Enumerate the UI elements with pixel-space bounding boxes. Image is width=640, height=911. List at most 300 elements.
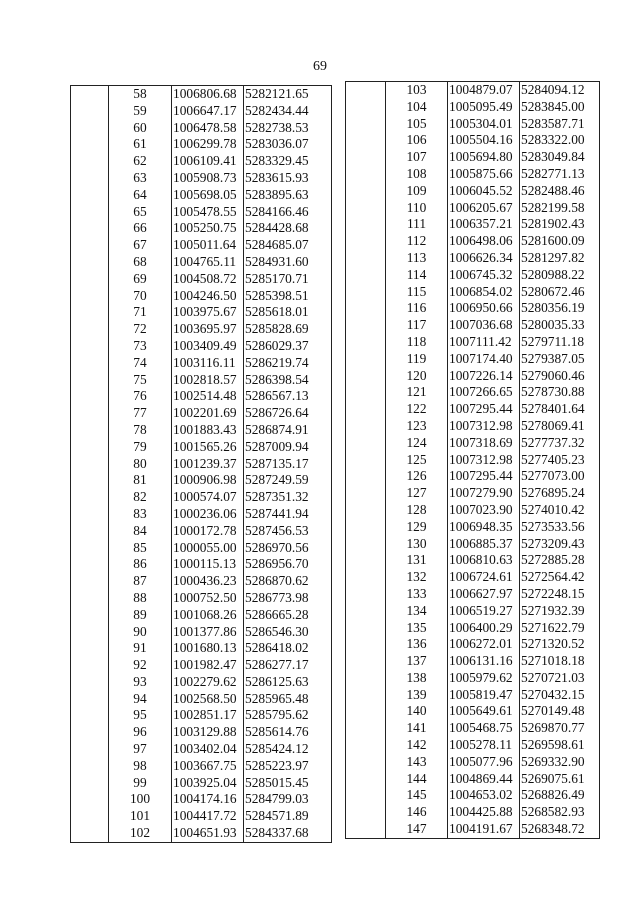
y-coordinate-cell: 5286874.91 (244, 422, 332, 439)
x-coordinate-cell: 1007312.98 (448, 418, 520, 435)
point-number-cell: 100 (129, 791, 151, 807)
y-coordinate-cell: 5272248.15 (520, 586, 600, 603)
table-row (71, 136, 332, 153)
x-coordinate-cell: 1005649.61 (448, 703, 520, 720)
x-coordinate-cell: 1002851.17 (172, 707, 244, 724)
y-coordinate-cell: 5283587.71 (520, 116, 600, 133)
point-number-cell: 121 (406, 384, 427, 400)
point-number-cell: 80 (133, 455, 147, 471)
x-coordinate-cell: 1007318.69 (448, 435, 520, 452)
point-number-cell: 85 (133, 539, 147, 555)
point-number-cell: 74 (133, 354, 147, 370)
point-number-cell: 142 (406, 737, 427, 753)
table-row (346, 233, 600, 250)
x-coordinate-cell: 1004174.16 (172, 791, 244, 808)
blank-cell (71, 506, 109, 523)
blank-cell (346, 552, 386, 569)
blank-cell (346, 737, 386, 754)
blank-cell (71, 825, 109, 842)
y-coordinate-cell: 5286398.54 (244, 372, 332, 389)
x-coordinate-cell: 1000574.07 (172, 489, 244, 506)
blank-cell (71, 120, 109, 137)
table-row (346, 401, 600, 418)
x-coordinate-cell: 1003695.97 (172, 321, 244, 338)
table-row (71, 321, 332, 338)
table-row (71, 573, 332, 590)
point-number-cell: 113 (406, 249, 427, 265)
x-coordinate-cell: 1006131.16 (448, 653, 520, 670)
table-row (346, 216, 600, 233)
blank-cell (346, 300, 386, 317)
blank-cell (346, 368, 386, 385)
table-row (346, 771, 600, 788)
y-coordinate-cell: 5281297.82 (520, 250, 600, 267)
table-row (71, 775, 332, 792)
point-number-cell: 127 (406, 485, 427, 501)
table-row (346, 116, 600, 133)
x-coordinate-cell: 1006272.01 (448, 636, 520, 653)
table-row (71, 388, 332, 405)
x-coordinate-cell: 1004508.72 (172, 271, 244, 288)
point-number-cell: 101 (129, 808, 151, 824)
y-coordinate-cell: 5284685.07 (244, 237, 332, 254)
table-row (346, 183, 600, 200)
x-coordinate-cell: 1005304.01 (448, 116, 520, 133)
y-coordinate-cell: 5286277.17 (244, 657, 332, 674)
blank-cell (71, 573, 109, 590)
point-number-cell: 147 (386, 821, 448, 838)
blank-cell (346, 603, 386, 620)
blank-cell (71, 321, 109, 338)
point-number-cell: 84 (133, 522, 147, 538)
x-coordinate-cell: 1007174.40 (448, 351, 520, 368)
blank-cell (346, 183, 386, 200)
table-row (346, 787, 600, 804)
x-coordinate-cell: 1001377.86 (172, 624, 244, 641)
blank-cell (71, 288, 109, 305)
x-coordinate-cell: 1004651.93 (172, 825, 244, 842)
y-coordinate-cell: 5285424.12 (244, 741, 332, 758)
y-coordinate-cell: 5284337.68 (244, 825, 332, 842)
point-number-cell: 58 (109, 86, 172, 103)
blank-cell (71, 271, 109, 288)
table-row (71, 86, 332, 103)
blank-cell (71, 707, 109, 724)
table-row (346, 452, 600, 469)
blank-cell (71, 388, 109, 405)
y-coordinate-cell: 5268582.93 (520, 804, 600, 821)
point-number-cell: 68 (133, 253, 147, 269)
y-coordinate-cell: 5286029.37 (244, 338, 332, 355)
point-number-cell: 97 (133, 741, 147, 757)
x-coordinate-cell: 1003116.11 (172, 355, 244, 372)
y-coordinate-cell: 5283036.07 (244, 136, 332, 153)
table-row (346, 166, 600, 183)
blank-cell (71, 758, 109, 775)
y-coordinate-cell: 5270149.48 (520, 703, 600, 720)
blank-cell (71, 540, 109, 557)
table-row (346, 670, 600, 687)
y-coordinate-cell: 5286870.62 (244, 573, 332, 590)
x-coordinate-cell: 1005468.75 (448, 720, 520, 737)
blank-cell (71, 405, 109, 422)
table-row (71, 791, 332, 808)
x-coordinate-cell: 1007036.68 (448, 317, 520, 334)
y-coordinate-cell: 5287135.17 (244, 456, 332, 473)
y-coordinate-cell: 5284799.03 (244, 791, 332, 808)
table-row (346, 334, 600, 351)
point-number-cell: 67 (133, 237, 147, 253)
blank-cell (346, 720, 386, 737)
x-coordinate-cell: 1005504.16 (448, 132, 520, 149)
y-coordinate-cell: 5282738.53 (244, 120, 332, 137)
table-row (71, 304, 332, 321)
blank-cell (71, 456, 109, 473)
x-coordinate-cell: 1005011.64 (172, 237, 244, 254)
table-row (346, 418, 600, 435)
point-number-cell: 112 (406, 233, 427, 249)
table-row (71, 456, 332, 473)
table-row (346, 653, 600, 670)
y-coordinate-cell: 5285795.62 (244, 707, 332, 724)
y-coordinate-cell: 5270432.15 (520, 687, 600, 704)
point-number-cell: 108 (406, 165, 427, 181)
x-coordinate-cell: 1006810.63 (448, 552, 520, 569)
table-row (71, 506, 332, 523)
table-row (346, 754, 600, 771)
point-number-cell: 131 (406, 552, 427, 568)
y-coordinate-cell: 5268348.72 (520, 821, 600, 838)
blank-cell (71, 220, 109, 237)
x-coordinate-cell: 1006745.32 (448, 267, 520, 284)
page-number: 69 (313, 59, 327, 74)
x-coordinate-cell: 1005077.96 (448, 754, 520, 771)
blank-cell (346, 401, 386, 418)
y-coordinate-cell: 5283322.00 (520, 132, 600, 149)
point-number-cell: 89 (133, 606, 147, 622)
table-row (346, 267, 600, 284)
table-row (71, 170, 332, 187)
table-row (71, 741, 332, 758)
y-coordinate-cell: 5283895.63 (244, 187, 332, 204)
table-row (346, 737, 600, 754)
blank-cell (346, 200, 386, 217)
x-coordinate-cell: 1007226.14 (448, 368, 520, 385)
x-coordinate-cell: 1004417.72 (172, 808, 244, 825)
table-row (71, 288, 332, 305)
y-coordinate-cell: 5277737.32 (520, 435, 600, 452)
x-coordinate-cell: 1003975.67 (172, 304, 244, 321)
x-coordinate-cell: 1007295.44 (448, 468, 520, 485)
table-row (346, 603, 600, 620)
blank-cell (346, 233, 386, 250)
point-number-cell: 141 (406, 720, 427, 736)
point-number-cell: 114 (406, 266, 427, 282)
table-row (346, 468, 600, 485)
x-coordinate-cell: 1005278.11 (448, 737, 520, 754)
blank-cell (346, 703, 386, 720)
y-coordinate-cell: 5279060.46 (520, 368, 600, 385)
x-coordinate-cell: 1001068.26 (172, 607, 244, 624)
blank-cell (346, 519, 386, 536)
table-row (71, 120, 332, 137)
blank-cell (346, 586, 386, 603)
y-coordinate-cell: 5280988.22 (520, 267, 600, 284)
blank-cell (71, 691, 109, 708)
blank-cell (71, 741, 109, 758)
table-row (346, 636, 600, 653)
x-coordinate-cell: 1006519.27 (448, 603, 520, 620)
y-coordinate-cell: 5274010.42 (520, 502, 600, 519)
table-row (71, 220, 332, 237)
point-number-cell: 95 (133, 707, 147, 723)
y-coordinate-cell: 5287456.53 (244, 523, 332, 540)
blank-cell (346, 452, 386, 469)
point-number-cell: 136 (406, 636, 427, 652)
y-coordinate-cell: 5278069.41 (520, 418, 600, 435)
table-row (346, 317, 600, 334)
y-coordinate-cell: 5282121.65 (244, 86, 332, 103)
blank-cell (71, 338, 109, 355)
table-row (71, 523, 332, 540)
y-coordinate-cell: 5273209.43 (520, 536, 600, 553)
blank-cell (346, 250, 386, 267)
y-coordinate-cell: 5278401.64 (520, 401, 600, 418)
blank-cell (346, 82, 386, 99)
x-coordinate-cell: 1007111.42 (448, 334, 520, 351)
y-coordinate-cell: 5276895.24 (520, 485, 600, 502)
blank-cell (346, 166, 386, 183)
x-coordinate-cell: 1007279.90 (448, 485, 520, 502)
blank-cell (71, 439, 109, 456)
table-row (71, 153, 332, 170)
point-number-cell: 119 (406, 350, 427, 366)
point-number-cell: 99 (133, 774, 147, 790)
x-coordinate-cell: 1004879.07 (448, 82, 520, 99)
blank-cell (71, 86, 109, 103)
x-coordinate-cell: 1003409.49 (172, 338, 244, 355)
table-row (346, 82, 600, 99)
x-coordinate-cell: 1002201.69 (172, 405, 244, 422)
blank-cell (71, 489, 109, 506)
blank-cell (71, 640, 109, 657)
x-coordinate-cell: 1005095.49 (448, 99, 520, 116)
point-number-cell: 118 (406, 333, 427, 349)
y-coordinate-cell: 5282199.58 (520, 200, 600, 217)
blank-cell (71, 103, 109, 120)
point-number-cell: 110 (406, 199, 427, 215)
y-coordinate-cell: 5286125.63 (244, 674, 332, 691)
blank-cell (346, 771, 386, 788)
table-row (71, 624, 332, 641)
blank-cell (71, 170, 109, 187)
x-coordinate-cell: 1000752.50 (172, 590, 244, 607)
point-number-cell: 111 (406, 216, 427, 232)
x-coordinate-cell: 1004191.67 (448, 821, 520, 838)
y-coordinate-cell: 5283845.00 (520, 99, 600, 116)
y-coordinate-cell: 5269870.77 (520, 720, 600, 737)
point-number-cell: 86 (133, 556, 147, 572)
y-coordinate-cell: 5268826.49 (520, 787, 600, 804)
point-number-cell: 134 (406, 602, 427, 618)
x-coordinate-cell: 1006109.41 (172, 153, 244, 170)
blank-cell (71, 254, 109, 271)
x-coordinate-cell: 1005979.62 (448, 670, 520, 687)
blank-cell (346, 502, 386, 519)
x-coordinate-cell: 1006885.37 (448, 536, 520, 553)
table-row (346, 368, 600, 385)
x-coordinate-cell: 1005694.80 (448, 149, 520, 166)
point-number-cell: 77 (133, 405, 147, 421)
y-coordinate-cell: 5287351.32 (244, 489, 332, 506)
x-coordinate-cell: 1000436.23 (172, 573, 244, 590)
x-coordinate-cell: 1005875.66 (448, 166, 520, 183)
point-number-cell: 72 (133, 321, 147, 337)
point-number-cell: 137 (406, 653, 427, 669)
y-coordinate-cell: 5287249.59 (244, 472, 332, 489)
y-coordinate-cell: 5285170.71 (244, 271, 332, 288)
y-coordinate-cell: 5283329.45 (244, 153, 332, 170)
x-coordinate-cell: 1006627.97 (448, 586, 520, 603)
table-row (71, 372, 332, 389)
x-coordinate-cell: 1004869.44 (448, 771, 520, 788)
y-coordinate-cell: 5278730.88 (520, 384, 600, 401)
y-coordinate-cell: 5271932.39 (520, 603, 600, 620)
point-number-cell: 82 (133, 489, 147, 505)
point-number-cell: 87 (133, 573, 147, 589)
point-number-cell: 104 (406, 98, 427, 114)
point-number-cell: 116 (406, 300, 427, 316)
point-number-cell: 59 (133, 102, 147, 118)
point-number-cell: 63 (133, 169, 147, 185)
table-row (346, 703, 600, 720)
table-row (71, 825, 332, 842)
table-row (346, 536, 600, 553)
y-coordinate-cell: 5271018.18 (520, 653, 600, 670)
point-number-cell: 98 (133, 757, 147, 773)
blank-cell (346, 754, 386, 771)
x-coordinate-cell: 1004425.88 (448, 804, 520, 821)
x-coordinate-cell: 1003667.75 (172, 758, 244, 775)
x-coordinate-cell: 1006478.58 (172, 120, 244, 137)
point-number-cell: 130 (406, 535, 427, 551)
point-number-cell: 102 (109, 825, 172, 842)
table-row (71, 540, 332, 557)
x-coordinate-cell: 1000172.78 (172, 523, 244, 540)
table-row (71, 271, 332, 288)
y-coordinate-cell: 5277405.23 (520, 452, 600, 469)
x-coordinate-cell: 1006045.52 (448, 183, 520, 200)
point-number-cell: 143 (406, 753, 427, 769)
y-coordinate-cell: 5280356.19 (520, 300, 600, 317)
y-coordinate-cell: 5272564.42 (520, 569, 600, 586)
point-number-cell: 129 (406, 518, 427, 534)
y-coordinate-cell: 5287441.94 (244, 506, 332, 523)
point-number-cell: 69 (133, 270, 147, 286)
x-coordinate-cell: 1006205.67 (448, 200, 520, 217)
x-coordinate-cell: 1000236.06 (172, 506, 244, 523)
blank-cell (346, 787, 386, 804)
y-coordinate-cell: 5285618.01 (244, 304, 332, 321)
blank-cell (346, 334, 386, 351)
table-row (71, 405, 332, 422)
point-number-cell: 105 (406, 115, 427, 131)
y-coordinate-cell: 5269075.61 (520, 771, 600, 788)
x-coordinate-cell: 1007312.98 (448, 452, 520, 469)
table-row (346, 132, 600, 149)
y-coordinate-cell: 5282488.46 (520, 183, 600, 200)
blank-cell (346, 435, 386, 452)
point-number-cell: 146 (406, 804, 427, 820)
x-coordinate-cell: 1002514.48 (172, 388, 244, 405)
x-coordinate-cell: 1003925.04 (172, 775, 244, 792)
point-number-cell: 91 (133, 640, 147, 656)
blank-cell (71, 304, 109, 321)
table-row (346, 687, 600, 704)
x-coordinate-cell: 1005819.47 (448, 687, 520, 704)
y-coordinate-cell: 5280672.46 (520, 284, 600, 301)
y-coordinate-cell: 5270721.03 (520, 670, 600, 687)
x-coordinate-cell: 1002279.62 (172, 674, 244, 691)
y-coordinate-cell: 5285965.48 (244, 691, 332, 708)
table-row (346, 384, 600, 401)
coordinates-table-right (345, 81, 600, 839)
table-row (346, 149, 600, 166)
blank-cell (71, 472, 109, 489)
table-row (346, 284, 600, 301)
point-number-cell: 76 (133, 388, 147, 404)
x-coordinate-cell: 1001982.47 (172, 657, 244, 674)
point-number-cell: 122 (406, 401, 427, 417)
point-number-cell: 75 (133, 371, 147, 387)
point-number-cell: 117 (406, 317, 427, 333)
y-coordinate-cell: 5286665.28 (244, 607, 332, 624)
blank-cell (71, 808, 109, 825)
blank-cell (71, 355, 109, 372)
blank-cell (71, 657, 109, 674)
x-coordinate-cell: 1001680.13 (172, 640, 244, 657)
blank-cell (71, 136, 109, 153)
table-row (71, 422, 332, 439)
blank-cell (71, 556, 109, 573)
y-coordinate-cell: 5281902.43 (520, 216, 600, 233)
point-number-cell: 128 (406, 501, 427, 517)
point-number-cell: 66 (133, 220, 147, 236)
blank-cell (71, 187, 109, 204)
table-row (346, 300, 600, 317)
point-number-cell: 107 (406, 149, 427, 165)
y-coordinate-cell: 5279711.18 (520, 334, 600, 351)
table-row (346, 552, 600, 569)
point-number-cell: 79 (133, 438, 147, 454)
y-coordinate-cell: 5272885.28 (520, 552, 600, 569)
table-row (346, 620, 600, 637)
blank-cell (346, 116, 386, 133)
point-number-cell: 135 (406, 619, 427, 635)
point-number-cell: 124 (406, 434, 427, 450)
y-coordinate-cell: 5271622.79 (520, 620, 600, 637)
x-coordinate-cell: 1004765.11 (172, 254, 244, 271)
table-row (346, 720, 600, 737)
y-coordinate-cell: 5283615.93 (244, 170, 332, 187)
point-number-cell: 103 (386, 82, 448, 99)
point-number-cell: 126 (406, 468, 427, 484)
table-row (346, 351, 600, 368)
table-row (346, 821, 600, 838)
point-number-cell: 96 (133, 724, 147, 740)
table-row (346, 200, 600, 217)
blank-cell (71, 422, 109, 439)
